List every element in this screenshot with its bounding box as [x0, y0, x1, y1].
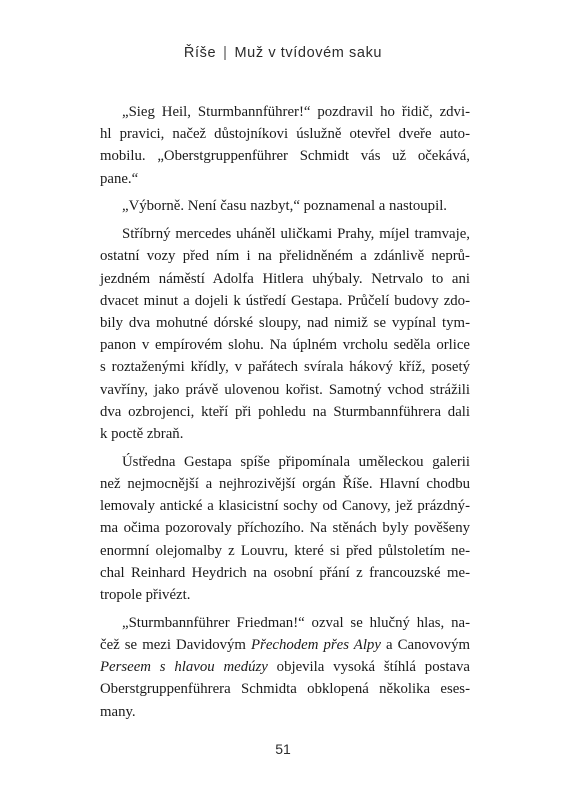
text-line: [100, 195, 470, 217]
text-run: Stříbrný mercedes uháněl uličkami Prahy, míjel tramvaje,: [122, 226, 470, 243]
paragraph: [100, 451, 470, 606]
text-line: [100, 401, 470, 423]
text-run: pane.“: [100, 170, 139, 187]
text-line: [100, 634, 470, 656]
text-line: [100, 245, 470, 267]
text-run: many.: [100, 703, 136, 720]
text-line: [100, 656, 470, 678]
text-run: enormní olejomalby z Louvru, které si před půlstoletím ne-: [100, 542, 470, 559]
text-line: [100, 356, 470, 378]
text-line: [100, 312, 470, 334]
text-run: k poctě zbraň.: [100, 426, 184, 443]
text-line: [100, 145, 470, 167]
running-header: [0, 45, 566, 61]
italic-title: Perseem s hlavou medúzy: [100, 659, 268, 676]
text-line: [100, 678, 470, 700]
chapter-title: Muž v tvídovém saku: [234, 45, 383, 61]
page-number: 51: [275, 741, 291, 757]
text-line: [100, 701, 470, 723]
text-run: tropole přivézt.: [100, 587, 191, 604]
text-run: a Canovovým: [380, 637, 470, 654]
text-line: [100, 517, 470, 539]
text-run: panon v empírovém slohu. Na úplném vrcholu seděla orlice: [100, 337, 470, 354]
text-line: [100, 268, 470, 290]
text-line: [100, 562, 470, 584]
text-line: [100, 473, 470, 495]
text-line: [100, 584, 470, 606]
paragraph: [100, 101, 470, 190]
italic-title: Přechodem přes Alpy: [251, 637, 381, 654]
text-run: ma očima pozorovaly příchozího. Na stěnách byly pověšeny: [100, 520, 470, 537]
body-text: [100, 101, 470, 728]
text-run: „Sturmbannführer Friedman!“ ozval se hlučný hlas, na-: [122, 614, 470, 631]
book-title: Říše: [183, 45, 217, 61]
text-line: [100, 334, 470, 356]
text-run: objevila vysoká štíhlá postava: [267, 659, 470, 676]
text-run: dvacet minut a dojeli k ústředí Gestapa. Průčelí budovy zdo-: [100, 292, 470, 309]
text-run: Ústředna Gestapa spíše připomínala uměleckou galerii: [122, 453, 470, 470]
text-run: „Výborně. Není času nazbyt,“ poznamenal a nastoupil.: [122, 198, 448, 215]
paragraph: [100, 612, 470, 723]
text-run: než nejmocnější a nejhrozivější orgán Říše. Hlavní chodbu: [100, 476, 470, 493]
text-line: [100, 290, 470, 312]
text-run: hl pravici, načež důstojníkovi úslužně otevřel dveře auto-: [100, 126, 470, 143]
text-run: s roztaženými křídly, v pařátech svírala hákový kříž, posetý: [100, 359, 470, 376]
text-line: [100, 612, 470, 634]
text-line: [100, 540, 470, 562]
text-run: čež se mezi Davidovým: [100, 637, 252, 654]
text-run: Oberstgruppenführera Schmidta obklopená několika eses-: [100, 681, 470, 698]
text-line: [100, 495, 470, 517]
text-run: vavříny, jako právě ulovenou kořist. Samotný vchod strážili: [100, 381, 470, 398]
text-run: jezdném náměstí Adolfa Hitlera uhýbaly. Netrvalo to ani: [100, 270, 470, 287]
text-line: [100, 451, 470, 473]
text-line: [100, 168, 470, 190]
text-run: mobilu. „Oberstgruppenführer Schmidt vás už očekává,: [100, 148, 470, 165]
text-line: [100, 101, 470, 123]
header-separator: |: [223, 45, 228, 61]
text-run: ostatní vozy před ním i na přelidněném a zdánlivě neprů-: [100, 248, 470, 265]
text-run: bily dva mohutné dórské sloupy, nad nimiž se vypínal tym-: [100, 315, 470, 332]
text-line: [100, 379, 470, 401]
text-run: chal Reinhard Heydrich na osobní přání z francouzské me-: [100, 564, 470, 581]
text-line: [100, 423, 470, 445]
text-line: [100, 123, 470, 145]
text-run: lemovaly antické a klasicistní sochy od Canovy, jež prázdný-: [100, 498, 470, 515]
text-run: „Sieg Heil, Sturmbannführer!“ pozdravil ho řidič, zdvi-: [122, 104, 470, 120]
text-run: dva ozbrojenci, kteří při pohledu na Sturmbannführera dali: [100, 403, 470, 420]
paragraph: [100, 195, 470, 217]
paragraph: [100, 223, 470, 445]
text-line: [100, 223, 470, 245]
